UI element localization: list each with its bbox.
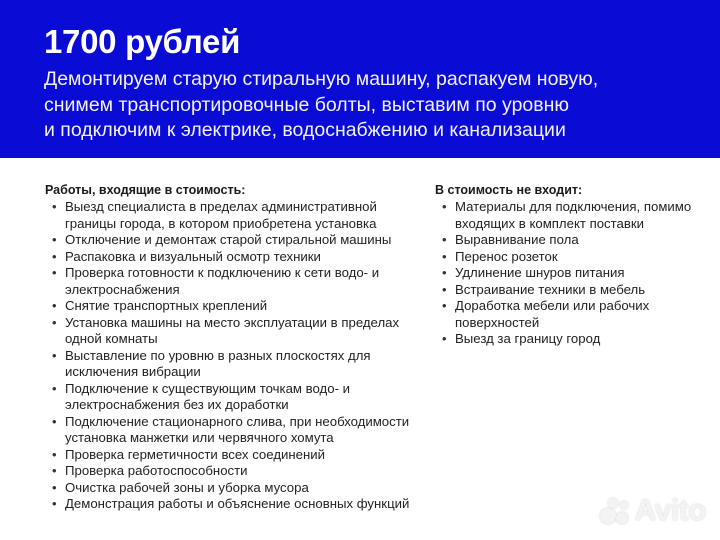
list-item: • Отключение и демонтаж старой стиральной машины — [52, 232, 392, 247]
list-item: • Снятие транспортных креплений — [52, 298, 268, 313]
list-item: • Доработка мебели или рабочих поверхностей — [442, 298, 650, 330]
bullet-icon: • — [52, 248, 57, 264]
included-section — [45, 182, 430, 513]
bullet-icon: • — [52, 199, 57, 214]
bullet-icon: • — [442, 281, 447, 297]
list-item: • Выезд специалиста в пределах административной границы города, в котором приобретена установка — [52, 199, 377, 231]
list-item: • Подключение к существующим точкам водо- и электроснабжения без их доработки — [52, 380, 351, 412]
avito-watermark — [599, 494, 706, 528]
list-item: • Проверка герметичности всех соединений — [52, 446, 326, 462]
bullet-icon: • — [52, 479, 57, 495]
list-item: • Установка машины на место эксплуатации в пределах одной комнаты — [52, 314, 400, 346]
bullet-icon: • — [52, 380, 57, 396]
included-title: Работы, входящие в стоимость: — [45, 183, 246, 197]
list-item: • Подключение стационарного слива, при необходимости установка манжетки или червячного хомута — [52, 413, 410, 445]
list-item: • Удлинение шнуров питания — [442, 265, 625, 280]
list-item: • Материалы для подключения, помимо входящих в комплект поставки — [442, 199, 692, 231]
list-item: • Встраивание техники в мебель — [442, 281, 646, 297]
list-item: • Проверка работоспособности — [52, 463, 248, 478]
list-item: • Проверка готовности к подключению к сети водо- и электроснабжения — [52, 265, 380, 297]
description-line: снимем транспортировочные болты, выставим по уровню — [44, 93, 570, 116]
list-item: • Выезд за границу город — [442, 331, 601, 346]
watermark-text: Avito — [634, 494, 706, 527]
bullet-icon: • — [442, 199, 447, 214]
avito-logo-icon — [599, 496, 633, 526]
bullet-icon: • — [442, 265, 447, 280]
list-item: • Распаковка и визуальный осмотр техники — [52, 248, 321, 264]
bullet-icon: • — [52, 496, 57, 511]
bullet-icon: • — [52, 413, 57, 429]
bullet-icon: • — [442, 298, 447, 313]
bullet-icon: • — [52, 446, 57, 462]
list-item: • Выравнивание пола — [442, 232, 579, 247]
list-item: • Демонстрация работы и объяснение основных функций — [52, 496, 410, 511]
service-description — [44, 67, 704, 144]
bullet-icon: • — [52, 463, 57, 478]
list-item: • Выставление по уровню в разных плоскостях для исключения вибрации — [52, 347, 371, 379]
bullet-icon: • — [52, 232, 57, 247]
excluded-title: В стоимость не входит: — [435, 183, 583, 197]
list-item: • Перенос розеток — [442, 248, 558, 264]
bullet-icon: • — [442, 248, 447, 264]
excluded-section — [435, 182, 695, 348]
list-item: • Очистка рабочей зоны и уборка мусора — [52, 479, 309, 495]
bullet-icon: • — [52, 314, 57, 330]
included-list — [45, 199, 430, 513]
bullet-icon: • — [442, 232, 447, 247]
bullet-icon: • — [442, 331, 447, 346]
bullet-icon: • — [52, 298, 57, 313]
description-line: Демонтируем старую стиральную машину, распакуем новую, — [44, 68, 599, 90]
price-title: 1700 рублей — [44, 23, 241, 60]
bullet-icon: • — [52, 347, 57, 363]
bullet-icon: • — [52, 265, 57, 280]
excluded-list — [435, 199, 695, 348]
description-line: и подключим к электрике, водоснабжению и канализации — [44, 119, 566, 141]
price-banner — [0, 0, 720, 158]
